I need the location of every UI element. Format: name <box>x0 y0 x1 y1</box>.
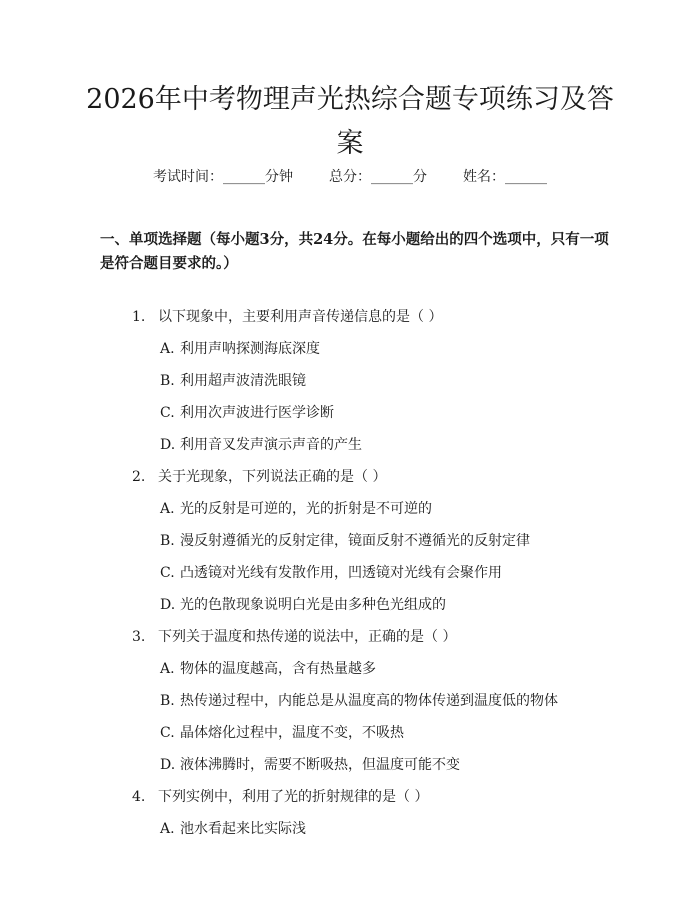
option-text: 热传递过程中，内能总是从温度高的物体传递到温度低的物体 <box>180 693 558 709</box>
question-3 <box>132 627 456 647</box>
option-letter: D. <box>160 757 176 773</box>
option-letter: C. <box>160 405 175 421</box>
question-3-option-c <box>160 723 404 743</box>
question-1-option-d <box>160 435 362 455</box>
question-number: 1. <box>132 309 146 325</box>
option-text: 利用次声波进行医学诊断 <box>180 405 334 421</box>
question-3-option-a <box>160 659 376 679</box>
option-text: 凸透镜对光线有发散作用，凹透镜对光线有会聚作用 <box>180 565 502 581</box>
option-text: 晶体熔化过程中，温度不变，不吸热 <box>180 725 404 741</box>
section-heading: 一、单项选择题（每小题3分，共24分。在每小题给出的四个选项中，只有一项是符合题目要求的。） <box>100 231 609 272</box>
option-letter: D. <box>160 597 176 613</box>
question-1-option-c <box>160 403 334 423</box>
option-letter: A. <box>160 661 175 677</box>
student-name-field: 姓名：______ <box>463 169 547 185</box>
question-1-option-a <box>160 339 320 359</box>
question-text: 下列关于温度和热传递的说法中，正确的是（ ） <box>158 629 457 645</box>
option-text: 利用超声波清洗眼镜 <box>180 373 306 389</box>
option-text: 光的色散现象说明白光是由多种色光组成的 <box>180 597 446 613</box>
option-letter: A. <box>160 821 175 837</box>
exam-info-line <box>0 166 700 188</box>
option-letter: C. <box>160 725 175 741</box>
option-text: 利用声呐探测海底深度 <box>180 341 320 357</box>
option-text: 利用音叉发声演示声音的产生 <box>180 437 362 453</box>
question-number: 3. <box>132 629 146 645</box>
question-text: 以下现象中，主要利用声音传递信息的是（ ） <box>158 309 443 325</box>
option-text: 漫反射遵循光的反射定律，镜面反射不遵循光的反射定律 <box>180 533 530 549</box>
question-text: 下列实例中，利用了光的折射规律的是（ ） <box>158 789 429 805</box>
option-letter: D. <box>160 437 176 453</box>
question-2-option-b <box>160 531 530 551</box>
question-3-option-b <box>160 691 558 711</box>
question-2 <box>132 467 386 487</box>
option-text: 物体的温度越高，含有热量越多 <box>180 661 376 677</box>
page-title: 2026年中考物理声光热综合题专项练习及答案 <box>86 84 614 159</box>
question-2-option-a <box>160 499 432 519</box>
total-score-field: 总分：______分 <box>329 169 427 185</box>
option-letter: A. <box>160 341 175 357</box>
question-1 <box>132 307 442 327</box>
exam-time-field: 考试时间：______分钟 <box>153 169 293 185</box>
question-number: 2. <box>132 469 146 485</box>
option-text: 池水看起来比实际浅 <box>180 821 306 837</box>
option-text: 光的反射是可逆的，光的折射是不可逆的 <box>180 501 432 517</box>
option-letter: B. <box>160 533 175 549</box>
question-4 <box>132 787 428 807</box>
question-3-option-d <box>160 755 460 775</box>
option-letter: C. <box>160 565 175 581</box>
option-text: 液体沸腾时，需要不断吸热，但温度可能不变 <box>180 757 460 773</box>
question-number: 4. <box>132 789 146 805</box>
option-letter: B. <box>160 693 175 709</box>
option-letter: A. <box>160 501 175 517</box>
option-letter: B. <box>160 373 175 389</box>
question-4-option-a <box>160 819 306 839</box>
question-1-option-b <box>160 371 306 391</box>
question-2-option-d <box>160 595 446 615</box>
question-2-option-c <box>160 563 502 583</box>
question-text: 关于光现象，下列说法正确的是（ ） <box>158 469 387 485</box>
